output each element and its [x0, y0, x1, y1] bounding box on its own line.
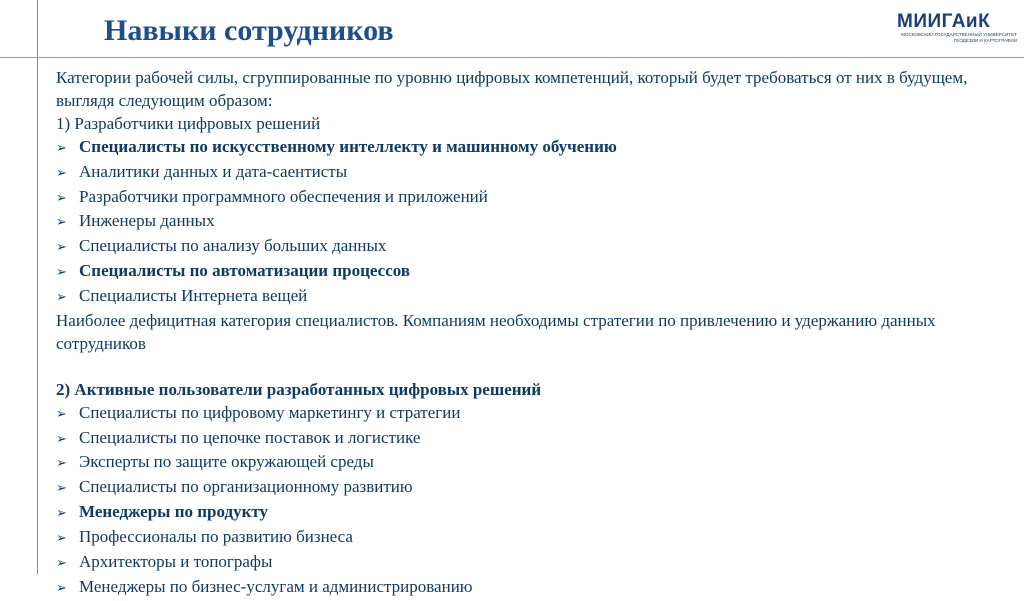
- list-item: ➢ Специалисты по искусственному интеллекту и машинному обучению: [56, 136, 1006, 161]
- arrow-bullet-icon: ➢: [56, 481, 67, 497]
- list-item: ➢ Специалисты по цепочке поставок и логистике: [56, 427, 1006, 452]
- list-item: ➢ Менеджеры по продукту: [56, 501, 1006, 526]
- arrow-bullet-icon: ➢: [56, 581, 67, 597]
- arrow-bullet-icon: ➢: [56, 240, 67, 256]
- logo-wordmark: МИИГАиК: [897, 11, 991, 32]
- arrow-bullet-icon: ➢: [56, 456, 67, 472]
- arrow-bullet-icon: ➢: [56, 431, 67, 447]
- shortage-note: Наиболее дефицитная категория специалистов. Компаниям необходимы стратегии по привлечению и удержанию данных сотрудников: [56, 311, 936, 353]
- logo-subtitle-1: МОСКОВСКИЙ ГОСУДАРСТВЕННЫЙ УНИВЕРСИТЕТ: [901, 32, 1017, 37]
- list-item: ➢ Специалисты по автоматизации процессов: [56, 260, 1006, 285]
- slide-title: Навыки сотрудников: [104, 14, 394, 47]
- arrow-bullet-icon: ➢: [56, 506, 67, 522]
- university-logo: [897, 12, 1017, 46]
- arrow-bullet-icon: ➢: [56, 190, 67, 206]
- slide-body: [56, 67, 1006, 601]
- intro-paragraph: Категории рабочей силы, сгруппированные по уровню цифровых компетенций, который будет требоваться от них в будущем, выглядя следующим образом:: [56, 68, 968, 110]
- arrow-bullet-icon: ➢: [56, 265, 67, 281]
- list-item: ➢ Инженеры данных: [56, 210, 1006, 235]
- arrow-bullet-icon: ➢: [56, 140, 67, 156]
- arrow-bullet-icon: ➢: [56, 165, 67, 181]
- list-item: ➢ Эксперты по защите окружающей среды: [56, 451, 1006, 476]
- arrow-bullet-icon: ➢: [56, 531, 67, 547]
- list-item: ➢ Профессионалы по развитию бизнеса: [56, 526, 1006, 551]
- arrow-bullet-icon: ➢: [56, 556, 67, 572]
- blank-line: [56, 356, 1006, 379]
- list-item: ➢ Специалисты Интернета вещей: [56, 285, 1006, 310]
- arrow-bullet-icon: ➢: [56, 406, 67, 422]
- list-item: ➢ Специалисты по организационному развитию: [56, 476, 1006, 501]
- header-divider-line: [0, 57, 1024, 58]
- left-divider-line: [37, 0, 38, 574]
- list-item: ➢ Специалисты по анализу больших данных: [56, 235, 1006, 260]
- list-item: ➢ Специалисты по цифровому маркетингу и стратегии: [56, 402, 1006, 427]
- arrow-bullet-icon: ➢: [56, 290, 67, 306]
- list-item: ➢ Разработчики программного обеспечения и приложений: [56, 186, 1006, 211]
- list-item: ➢ Менеджеры по бизнес-услугам и администрированию: [56, 576, 1006, 601]
- list-item: ➢ Аналитики данных и дата-саентисты: [56, 161, 1006, 186]
- list-item: ➢ Архитекторы и топографы: [56, 551, 1006, 576]
- group2-heading: 2) Активные пользователи разработанных цифровых решений: [56, 379, 542, 399]
- group1-heading: 1) Разработчики цифровых решений: [56, 113, 321, 133]
- arrow-bullet-icon: ➢: [56, 215, 67, 231]
- logo-subtitle-2: ГЕОДЕЗИИ И КАРТОГРАФИИ: [953, 37, 1017, 43]
